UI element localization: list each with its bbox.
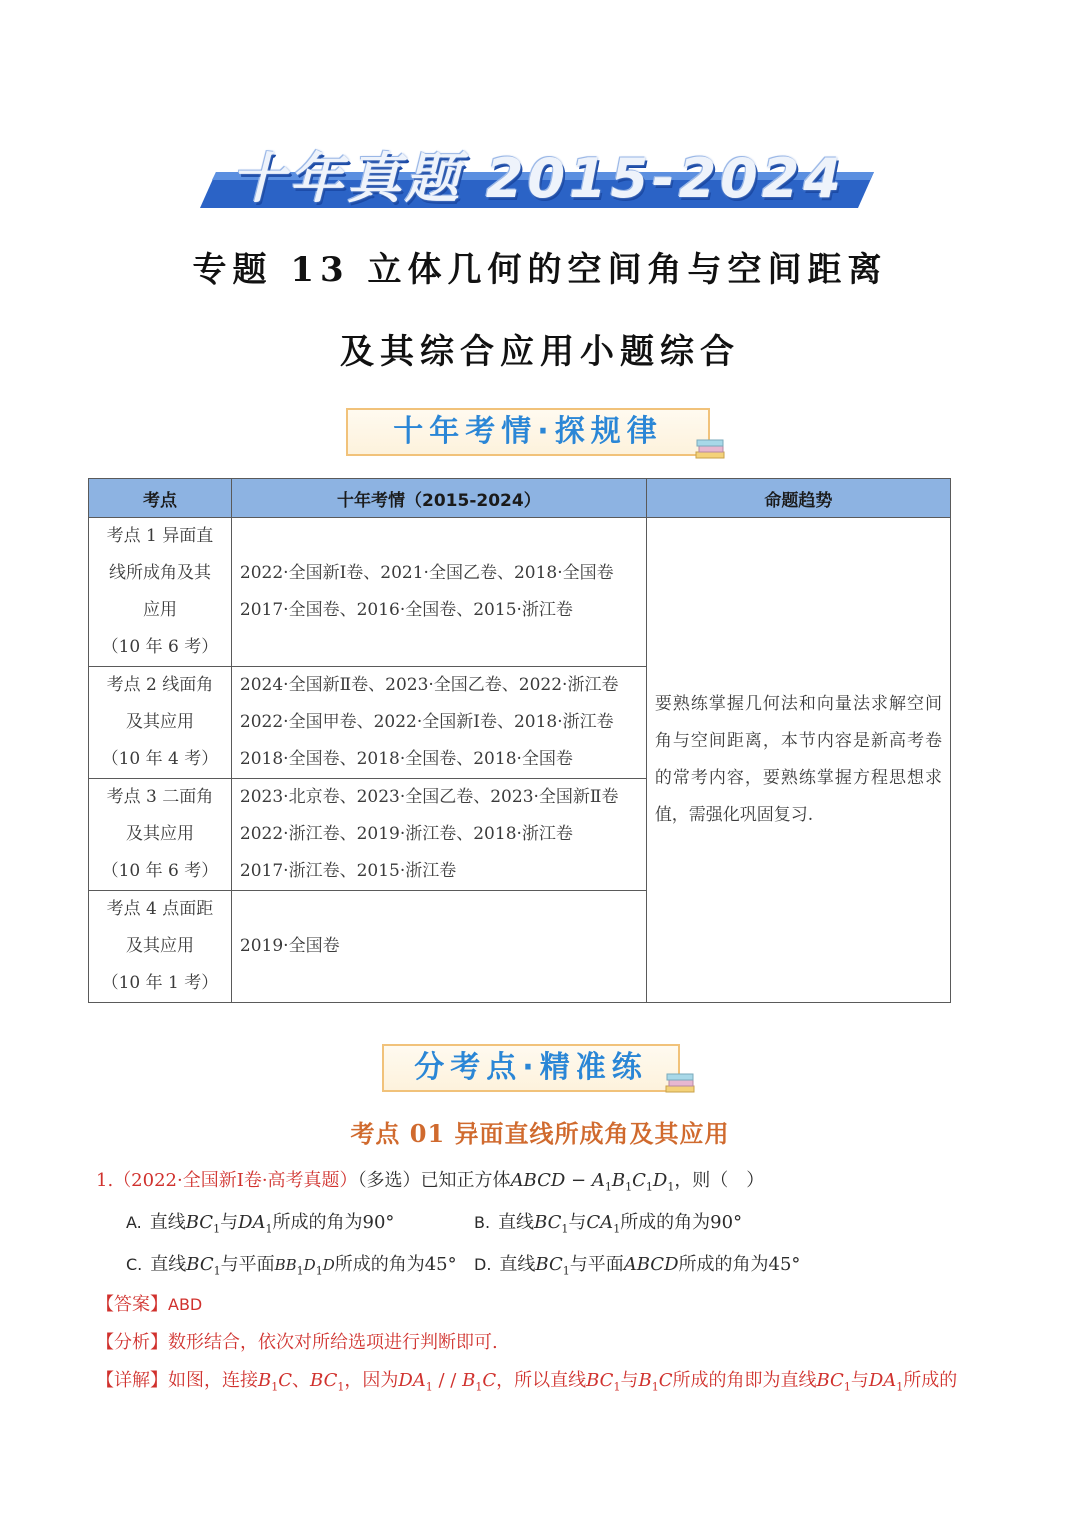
years-line: 2022·浙江卷、2019·浙江卷、2018·浙江卷: [239, 824, 573, 844]
years-cell: [231, 779, 646, 891]
option-text: 直线: [149, 1212, 186, 1233]
kp-line: 及其应用: [125, 712, 194, 732]
answer-label: 【答案】: [96, 1294, 168, 1315]
kp-cell: [89, 518, 232, 667]
question-source: （2022·全国新Ⅰ卷·高考真题）: [113, 1170, 358, 1191]
kp-line: （10 年 6 考）: [101, 637, 219, 657]
answer-line: [96, 1290, 202, 1316]
years-line: 2017·浙江卷、2015·浙江卷: [239, 861, 457, 881]
option-label: D.: [474, 1255, 492, 1274]
years-line: 2019·全国卷: [239, 936, 340, 956]
table-row: [89, 518, 951, 667]
kp-line: 及其应用: [125, 824, 194, 844]
option-a: A. 直线$BC_1$与$DA_1$所成的角为90°: [126, 1212, 395, 1236]
trend-cell: 要熟练掌握几何法和向量法求解空间角与空间距离，本节内容是新高考卷的常考内容，要熟练掌握方程思想求值，需强化巩固复习.: [646, 518, 950, 1003]
page-title-line1: 专题 13 立体几何的空间角与空间距离: [192, 250, 888, 290]
kp-line: 考点 3 二面角: [106, 787, 214, 807]
detail-text: 如图，连接: [168, 1370, 258, 1391]
detail-text: ，所以直线: [496, 1370, 587, 1391]
header-banner: [198, 132, 878, 212]
kp-line: 线所成角及其: [108, 563, 211, 583]
option-b: B. 直线$BC_1$与$CA_1$所成的角为90°: [474, 1212, 743, 1236]
option-text: 与平面: [569, 1254, 624, 1275]
detail-text: ，因为: [344, 1370, 399, 1391]
kp-line: （10 年 1 考）: [101, 973, 219, 993]
option-text: 所成的角为90°: [272, 1212, 395, 1233]
kp-cell: [89, 667, 232, 779]
option-text: 直线: [150, 1254, 187, 1275]
page-title-line2: 及其综合应用小题综合: [340, 332, 740, 372]
years-line: 2017·全国卷、2016·全国卷、2015·浙江卷: [239, 600, 573, 620]
years-cell: [231, 518, 646, 667]
analysis-text: 数形结合，依次对所给选项进行判断即可.: [168, 1332, 498, 1353]
years-line: 2018·全国卷、2018·全国卷、2018·全国卷: [239, 749, 573, 769]
option-text: 与平面: [220, 1254, 275, 1275]
option-label: C.: [126, 1255, 143, 1274]
option-label: B.: [474, 1213, 491, 1232]
years-cell: [231, 667, 646, 779]
banner-title: 十年真题 2015-2024: [231, 147, 845, 210]
years-line: 2023·北京卷、2023·全国乙卷、2023·全国新Ⅱ卷: [239, 787, 619, 807]
section-ribbon-practice: [382, 1044, 680, 1092]
analysis-line: [96, 1328, 498, 1354]
years-line: 2022·全国甲卷、2022·全国新Ⅰ卷、2018·浙江卷: [239, 712, 614, 732]
detail-label: 【详解】: [96, 1370, 168, 1391]
analysis-label: 【分析】: [96, 1332, 168, 1353]
column-header: 十年考情（2015-2024）: [231, 479, 646, 518]
stem-text: ，则（ ）: [674, 1170, 765, 1191]
option-text: 与: [568, 1212, 587, 1233]
detail-text: 与: [620, 1370, 639, 1391]
option-label: A.: [126, 1213, 142, 1232]
section-ribbon-overview: [346, 408, 710, 456]
option-text: 所成的角为90°: [620, 1212, 743, 1233]
kp-line: 考点 4 点面距: [106, 899, 214, 919]
option-text: 与: [220, 1212, 239, 1233]
column-header: 考点: [89, 479, 232, 518]
kp-line: （10 年 6 考）: [101, 861, 219, 881]
kp-line: 应用: [142, 600, 177, 620]
table-header-row: [89, 479, 951, 518]
detail-line: 【详解】如图，连接$B_1C$、$BC_1$，因为$DA_1$ / / $B_1C$，所以直线$BC_1$与$B_1C$所成的角即为直线$BC_1$与$DA_1$所成的: [96, 1370, 958, 1394]
exam-table: [88, 478, 951, 1003]
kp-cell: [89, 779, 232, 891]
ribbon-label: 分考点·精准练: [414, 1050, 648, 1085]
option-text: 直线: [499, 1254, 536, 1275]
years-line: 2022·全国新Ⅰ卷、2021·全国乙卷、2018·全国卷: [239, 563, 614, 583]
stem-text: （多选）已知正方体: [357, 1170, 511, 1191]
detail-text: 所成的角即为直线: [672, 1370, 817, 1391]
option-text: 直线: [498, 1212, 535, 1233]
question-number: 1.: [96, 1170, 114, 1191]
detail-text: 所成的: [903, 1370, 958, 1391]
years-cell: [231, 891, 646, 1003]
option-text: 所成的角为45°: [334, 1254, 457, 1275]
ribbon-label: 十年考情·探规律: [393, 414, 663, 449]
section-title: 考点 01 异面直线所成角及其应用: [350, 1119, 730, 1148]
question-stem: 1.（2022·全国新Ⅰ卷·高考真题）（多选）已知正方体ABCD − $A_1B_1C_1D_1$，则（ ）: [96, 1170, 765, 1194]
kp-line: 及其应用: [125, 936, 194, 956]
option-c: C. 直线$BC_1$与平面$BB_1D_1D$所成的角为45°: [126, 1254, 457, 1278]
detail-text: 、: [292, 1370, 311, 1391]
detail-text: 与: [850, 1370, 869, 1391]
kp-line: 考点 1 异面直: [106, 526, 214, 546]
answer-value: ABD: [168, 1295, 203, 1314]
option-text: 所成的角为45°: [678, 1254, 801, 1275]
column-header: 命题趋势: [646, 479, 950, 518]
years-line: 2024·全国新Ⅱ卷、2023·全国乙卷、2022·浙江卷: [239, 675, 619, 695]
kp-line: 考点 2 线面角: [106, 675, 214, 695]
books-icon: [664, 1072, 698, 1098]
option-d: D. 直线$BC_1$与平面ABCD所成的角为45°: [474, 1254, 801, 1278]
kp-line: （10 年 4 考）: [101, 749, 219, 769]
kp-cell: [89, 891, 232, 1003]
books-icon: [694, 438, 728, 464]
